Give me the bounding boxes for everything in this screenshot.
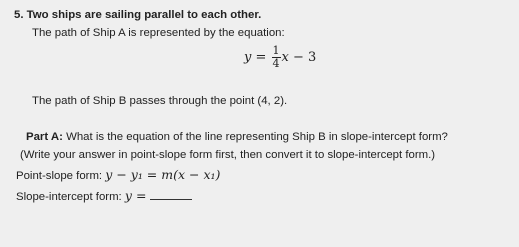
question-heading-text: Two ships are sailing parallel to each other. [26,9,262,21]
part-a-label: Part A: [26,131,63,143]
equation-constant: − 3 [293,50,317,65]
slope-intercept-row [16,188,192,204]
slope-intercept-label: Slope-intercept form: [16,191,122,203]
ship-a-equation [244,44,316,72]
part-a-text: What is the equation of the line representing Ship B in slope-intercept form? [66,131,448,143]
equation-variable: x [281,50,289,65]
point-slope-row [16,168,220,183]
equation-lhs: y [244,50,252,65]
fraction-denominator: 4 [272,57,280,70]
equation-equals: = [255,50,267,65]
question-number: 5. [14,9,24,21]
slope-fraction [272,45,281,70]
answer-blank[interactable] [150,188,192,200]
ship-a-intro: The path of Ship A is represented by the equation: [32,27,285,39]
point-slope-formula: y − y₁ = m(x − x₁) [105,167,221,182]
part-a-question [26,130,448,144]
instruction-text: (Write your answer in point-slope form first, then convert it to slope-intercept form.) [20,149,436,161]
slope-intercept-prefix: y = [124,188,147,203]
point-slope-label: Point-slope form: [16,170,103,182]
question-heading [14,8,261,22]
fraction-numerator: 1 [272,44,280,57]
ship-b-text: The path of Ship B passes through the point (4, 2). [32,95,288,107]
